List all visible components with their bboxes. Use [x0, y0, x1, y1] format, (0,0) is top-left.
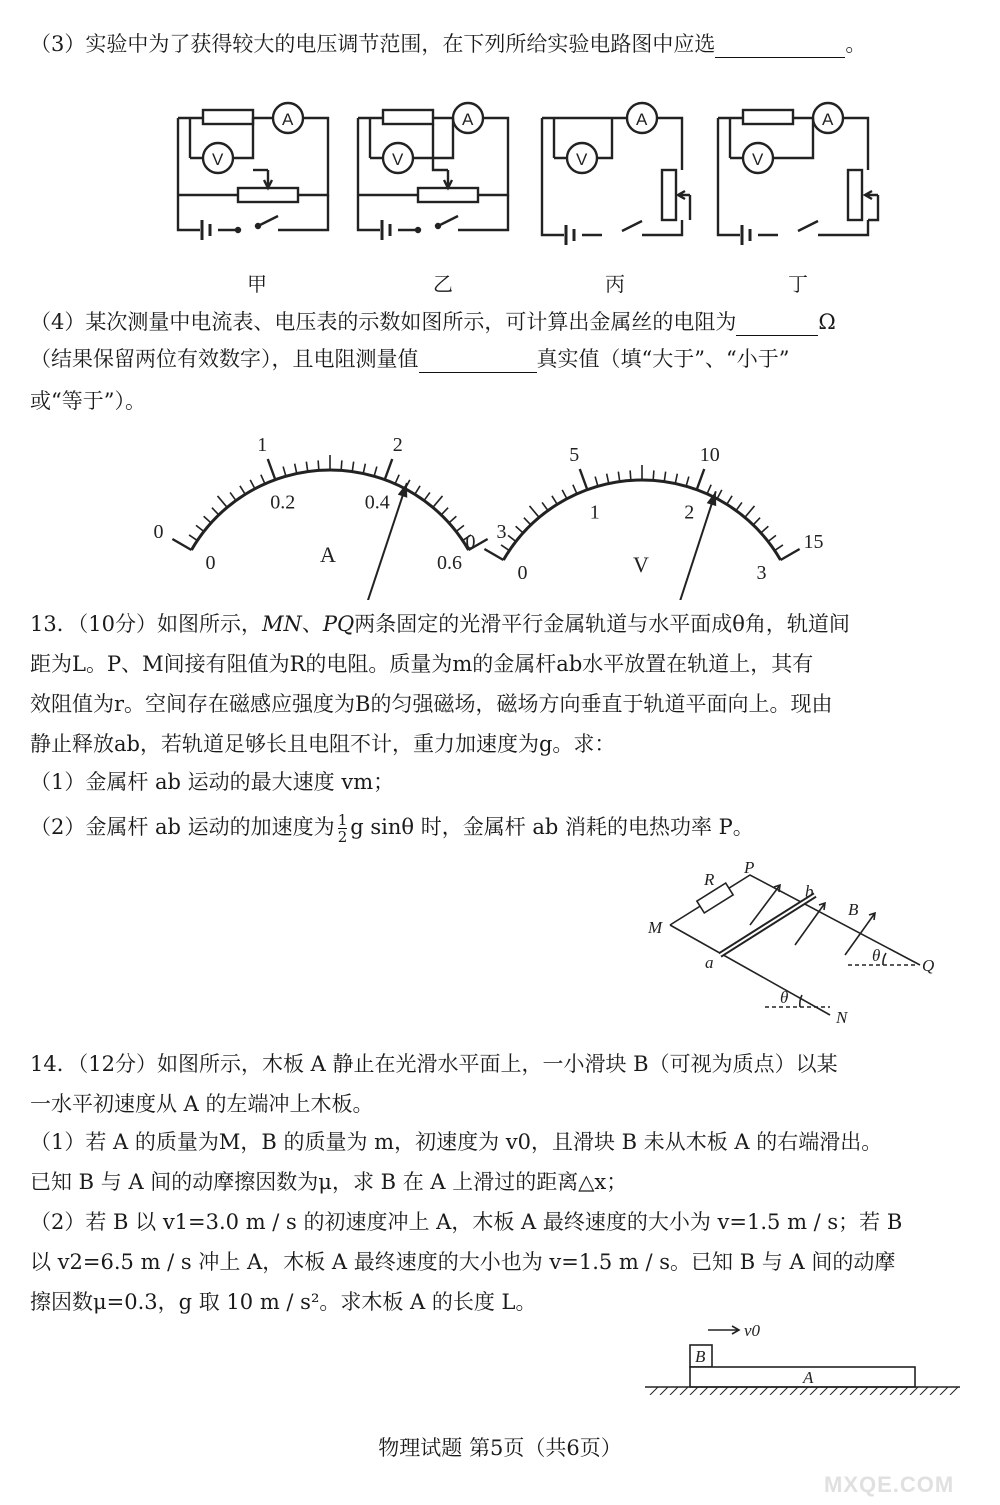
voltmeter-bottom-label: 1 — [589, 501, 600, 524]
ammeter-tick — [218, 496, 228, 507]
voltmeter-tick — [707, 485, 711, 494]
q14-line3: （1）若 A 的质量为M，B 的质量为 m，初速度为 v0，且滑块 B 未从木板 A 的右端滑出。 — [30, 1130, 883, 1154]
voltmeter-top-label: 5 — [569, 443, 580, 466]
voltmeter-needle — [635, 491, 715, 600]
fig-block-B: B — [695, 1347, 706, 1366]
ammeter-tick — [306, 462, 307, 472]
frac-num: 1 — [337, 811, 348, 829]
voltmeter-tick — [697, 469, 705, 490]
q12-part4-text1: （4）某次测量中电流表、电压表的示数如图所示，可计算出金属丝的电阻为 — [30, 310, 737, 334]
q12-part3-end: 。 — [845, 32, 867, 56]
watermark-text: MXQE.COM — [824, 1472, 955, 1497]
voltmeter-tick — [618, 472, 619, 482]
voltmeter-top-label: 0 — [465, 531, 476, 553]
board-figure — [640, 1315, 970, 1395]
meter-letter: V — [392, 150, 404, 169]
ammeter-tick — [212, 508, 219, 515]
q13-line1 — [30, 610, 850, 638]
frac-den: 2 — [337, 828, 348, 846]
voltmeter-tick — [542, 502, 548, 510]
ammeter-tick — [363, 464, 365, 474]
voltmeter-bottom-label: 0 — [517, 562, 528, 584]
ammeter-tick — [261, 475, 265, 484]
q12-part4-text2b: 真实值（填“大于”、“小于” — [536, 347, 790, 371]
voltmeter-tick — [736, 502, 742, 510]
ammeter-tick — [172, 539, 191, 550]
voltmeter-tick — [562, 490, 567, 499]
voltmeter-arc — [503, 480, 780, 560]
q12-part4-line2 — [30, 345, 789, 373]
ammeter-tick — [341, 460, 342, 470]
q14-line4: 已知 B 与 A 间的动摩擦因数为μ，求 B 在 A 上滑过的距离△x； — [30, 1170, 628, 1194]
q13-text: 13．（10分）如图所示， — [30, 612, 262, 636]
q13-sub1: （1）金属杆 ab 运动的最大速度 vm； — [30, 770, 395, 794]
ammeter-tick — [240, 486, 245, 494]
voltmeter-letter: V — [633, 552, 649, 577]
ammeter-tick — [441, 508, 448, 515]
answer-blank[interactable] — [715, 35, 845, 58]
fig-B: B — [848, 900, 859, 919]
ammeter-top-label: 2 — [392, 433, 403, 456]
ammeter-top-label: 3 — [496, 521, 507, 543]
circuit-diagrams — [170, 100, 910, 260]
ammeter-tick — [295, 464, 297, 474]
fraction-half — [338, 812, 348, 845]
page-footer: 物理试题 第5页（共6页） — [378, 1436, 622, 1460]
voltmeter-tick — [516, 526, 523, 533]
voltmeter-tick — [630, 470, 631, 480]
ammeter-tick — [250, 480, 255, 489]
ammeter-tick — [385, 459, 393, 480]
q12-part4-text2a: （结果保留两位有效数字），且电阻测量值 — [30, 347, 419, 371]
fig-a: a — [705, 953, 714, 972]
fig-v0: v0 — [744, 1321, 761, 1340]
voltmeter-tick — [530, 506, 540, 517]
fig-P: P — [744, 858, 755, 877]
voltmeter-tick — [508, 535, 516, 541]
voltmeter-tick — [580, 469, 588, 490]
circuit-yi — [358, 103, 508, 240]
voltmeter-tick — [768, 535, 776, 541]
voltmeter-tick — [745, 506, 755, 517]
q13-pq: PQ — [322, 612, 355, 636]
fig-M: M — [648, 918, 663, 937]
voltmeter-bottom-label: 2 — [684, 501, 695, 524]
circuit-label-yi: 乙 — [433, 272, 453, 296]
ammeter-tick — [415, 486, 420, 494]
q13-sep: 、 — [301, 612, 323, 636]
q13-sub2-text-a: （2）金属杆 ab 运动的加速度为 — [30, 815, 335, 839]
q13-sub2 — [30, 812, 754, 845]
voltmeter-tick — [524, 518, 531, 525]
ammeter-tick — [318, 460, 319, 470]
q13-mn: MN — [261, 612, 302, 636]
meter-letter: A — [636, 110, 648, 129]
ammeter-bottom-label: 0.6 — [437, 552, 463, 574]
ammeter-tick — [283, 467, 286, 477]
q14-line5: （2）若 B 以 v1=3.0 m / s 的初速度冲上 A，木板 A 最终速度的大小为 v=1.5 m / s；若 B — [30, 1210, 903, 1234]
voltmeter-tick — [753, 518, 760, 525]
fig-R: R — [704, 870, 715, 889]
q12-part3-text: （3）实验中为了获得较大的电压调节范围，在下列所给实验电路图中应选 — [30, 32, 716, 56]
q13-line2: 距为L。P、M间接有阻值为R的电阻。质量为m的金属杆ab水平放置在轨道上，其有 — [30, 652, 814, 676]
fig-theta-top: θ — [872, 946, 881, 965]
voltmeter-tick — [484, 549, 503, 560]
voltmeter-tick — [781, 549, 800, 560]
voltmeter-tick — [653, 470, 654, 480]
q13-sub2-text-b: g sinθ 时，金属杆 ab 消耗的电热功率 P。 — [350, 815, 754, 839]
answer-blank[interactable] — [419, 350, 537, 373]
circuit-bing — [542, 103, 690, 245]
meter-letter: A — [462, 110, 474, 129]
fig-N: N — [836, 1008, 848, 1027]
voltmeter-top-label: 10 — [699, 443, 720, 466]
fig-board-A: A — [803, 1368, 814, 1387]
q13-text-b: 两条固定的光滑平行金属轨道与水平面成θ角，轨道间 — [354, 612, 850, 636]
voltmeter-tick — [761, 526, 768, 533]
voltmeter-tick — [775, 545, 783, 551]
voltmeter-tick — [573, 485, 577, 494]
answer-blank[interactable] — [736, 313, 818, 336]
q12-part4-line1 — [30, 308, 836, 336]
ammeter-tick — [189, 535, 197, 541]
voltmeter-top-label: 15 — [803, 531, 824, 553]
rail-figure — [640, 855, 960, 1030]
q14-line1: 14．（12分）如图所示，木板 A 静止在光滑水平面上，一小滑块 B（可视为质点）以某 — [30, 1052, 838, 1076]
ammeter-top-label: 1 — [257, 433, 268, 456]
fig-theta-bottom: θ — [780, 988, 789, 1007]
circuit-jia — [178, 103, 328, 240]
meter-dials — [150, 430, 850, 600]
ohm-unit: Ω — [818, 310, 836, 334]
meter-letter: V — [576, 150, 588, 169]
ammeter-tick — [433, 496, 443, 507]
voltmeter-tick — [664, 472, 665, 482]
voltmeter-tick — [607, 474, 609, 484]
fig-b: b — [805, 882, 814, 901]
voltmeter-tick — [717, 490, 722, 499]
ammeter-tick — [352, 462, 353, 472]
q13-line4: 静止释放ab，若轨道足够长且电阻不计，重力加速度为g。求： — [30, 732, 616, 756]
voltmeter-tick — [675, 474, 677, 484]
voltmeter-tick — [501, 545, 509, 551]
ammeter-bottom-label: 0.4 — [364, 491, 390, 514]
ammeter-tick — [424, 492, 430, 500]
meter-letter: A — [822, 110, 834, 129]
circuit-label-ding: 丁 — [788, 272, 808, 296]
ammeter-tick — [204, 516, 211, 523]
ammeter-tick — [230, 492, 236, 500]
ammeter-letter: A — [320, 542, 336, 567]
ammeter-tick — [196, 525, 204, 531]
circuit-ding — [718, 103, 878, 245]
voltmeter-tick — [727, 496, 732, 504]
q12-part3 — [30, 30, 866, 58]
ammeter-bottom-label: 0 — [205, 552, 216, 574]
q14-line7: 擦因数μ=0.3，g 取 10 m / s²。求木板 A 的长度 L。 — [30, 1290, 537, 1314]
q14-line6: 以 v2=6.5 m / s 冲上 A，木板 A 最终速度的大小也为 v=1.5 m / s。已知 B 与 A 间的动摩 — [30, 1250, 896, 1274]
meter-letter: V — [752, 150, 764, 169]
voltmeter-tick — [552, 496, 557, 504]
meter-letter: V — [212, 150, 224, 169]
watermark-logo — [822, 1420, 992, 1500]
voltmeter-tick — [595, 477, 598, 487]
fig-Q: Q — [922, 956, 935, 975]
circuit-label-bing: 丙 — [605, 272, 625, 296]
ammeter-arc — [191, 470, 468, 550]
ammeter-tick — [395, 475, 399, 484]
ammeter-bottom-label: 0.2 — [270, 491, 296, 514]
q14-line2: 一水平初速度从 A 的左端冲上木板。 — [30, 1092, 374, 1116]
ammeter-tick — [374, 467, 377, 477]
ammeter-tick — [449, 516, 456, 523]
ammeter-tick — [456, 525, 464, 531]
q12-part4-line3: 或“等于”）。 — [30, 389, 146, 413]
circuit-label-jia: 甲 — [247, 272, 267, 296]
q13-line3: 效阻值为r。空间存在磁感应强度为B的匀强磁场，磁场方向垂直于轨道平面向上。现由 — [30, 692, 833, 716]
voltmeter-bottom-label: 3 — [756, 562, 767, 584]
meter-letter: A — [282, 110, 294, 129]
ammeter-top-label: 0 — [153, 521, 164, 543]
voltmeter-tick — [686, 477, 689, 487]
ammeter-tick — [268, 459, 276, 480]
